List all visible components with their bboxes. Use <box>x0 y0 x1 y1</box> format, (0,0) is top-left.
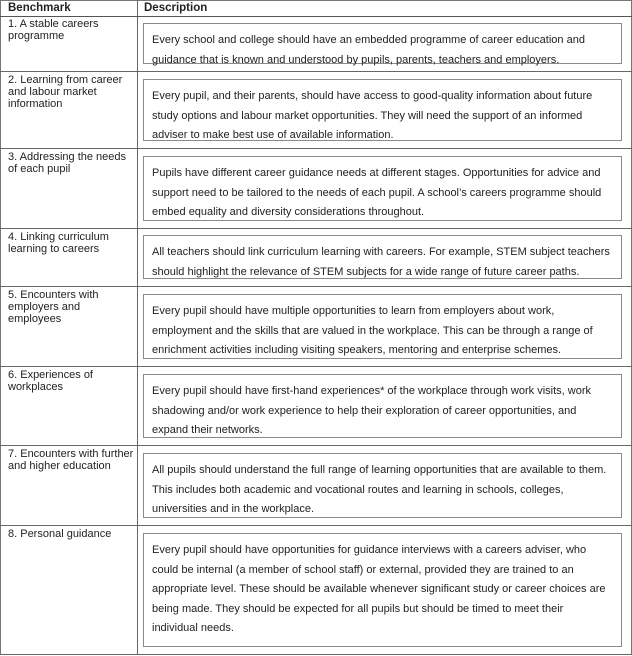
benchmark-cell: 5. Encounters with employers and employees <box>8 289 99 325</box>
description-cell: Pupils have different career guidance needs at different stages. Opportunities for advice and support need to be tailored to the needs of each pupil. A school’s careers programme should embed equality and diversity considerations throughout. <box>143 156 622 221</box>
benchmark-cell: 7. Encounters with further and higher education <box>8 448 134 472</box>
header-description: Description <box>144 2 208 14</box>
description-cell: All pupils should understand the full range of learning opportunities that are available to them. This includes both academic and vocational routes and learning in schools, colleges, universities and in the workplace. <box>143 453 622 518</box>
table-row <box>0 367 632 446</box>
table-row <box>0 287 632 367</box>
description-cell: Every pupil should have opportunities for guidance interviews with a careers adviser, who could be internal (a member of school staff) or external, provided they are trained to an appropriate level. These should be available whenever significant study or career choices are being made. They should be expected for all pupils but should be timed to meet their individual needs. <box>143 533 622 647</box>
benchmark-cell: 1. A stable careers programme <box>8 18 99 42</box>
table-row <box>0 446 632 526</box>
table-row <box>0 149 632 229</box>
description-cell: Every pupil should have multiple opportunities to learn from employers about work, employment and the skills that are valued in the workplace. This can be through a range of enrichment activities including visiting speakers, mentoring and enterprise schemes. <box>143 294 622 359</box>
benchmark-cell: 3. Addressing the needs of each pupil <box>8 151 127 175</box>
description-cell: Every school and college should have an embedded programme of career education and guidance that is known and understood by pupils, parents, teachers and employers. <box>143 23 622 64</box>
description-cell: Every pupil should have first-hand experiences* of the workplace through work visits, work shadowing and/or work experience to help their exploration of career opportunities, and expand their networks. <box>143 374 622 438</box>
header-benchmark: Benchmark <box>8 2 71 14</box>
table-row <box>0 229 632 287</box>
table-header <box>0 0 632 17</box>
benchmark-cell: 2. Learning from career and labour market information <box>8 74 123 110</box>
table-row <box>0 16 632 72</box>
benchmark-cell: 8. Personal guidance <box>8 528 112 540</box>
benchmark-cell: 4. Linking curriculum learning to careers <box>8 231 109 255</box>
description-cell: Every pupil, and their parents, should have access to good-quality information about future study options and labour market opportunities. They will need the support of an informed adviser to make best use of available information. <box>143 79 622 141</box>
description-cell: All teachers should link curriculum learning with careers. For example, STEM subject teachers should highlight the relevance of STEM subjects for a wide range of future career paths. <box>143 235 622 279</box>
benchmark-cell: 6. Experiences of workplaces <box>8 369 93 393</box>
table-row <box>0 526 632 655</box>
table-row <box>0 72 632 149</box>
